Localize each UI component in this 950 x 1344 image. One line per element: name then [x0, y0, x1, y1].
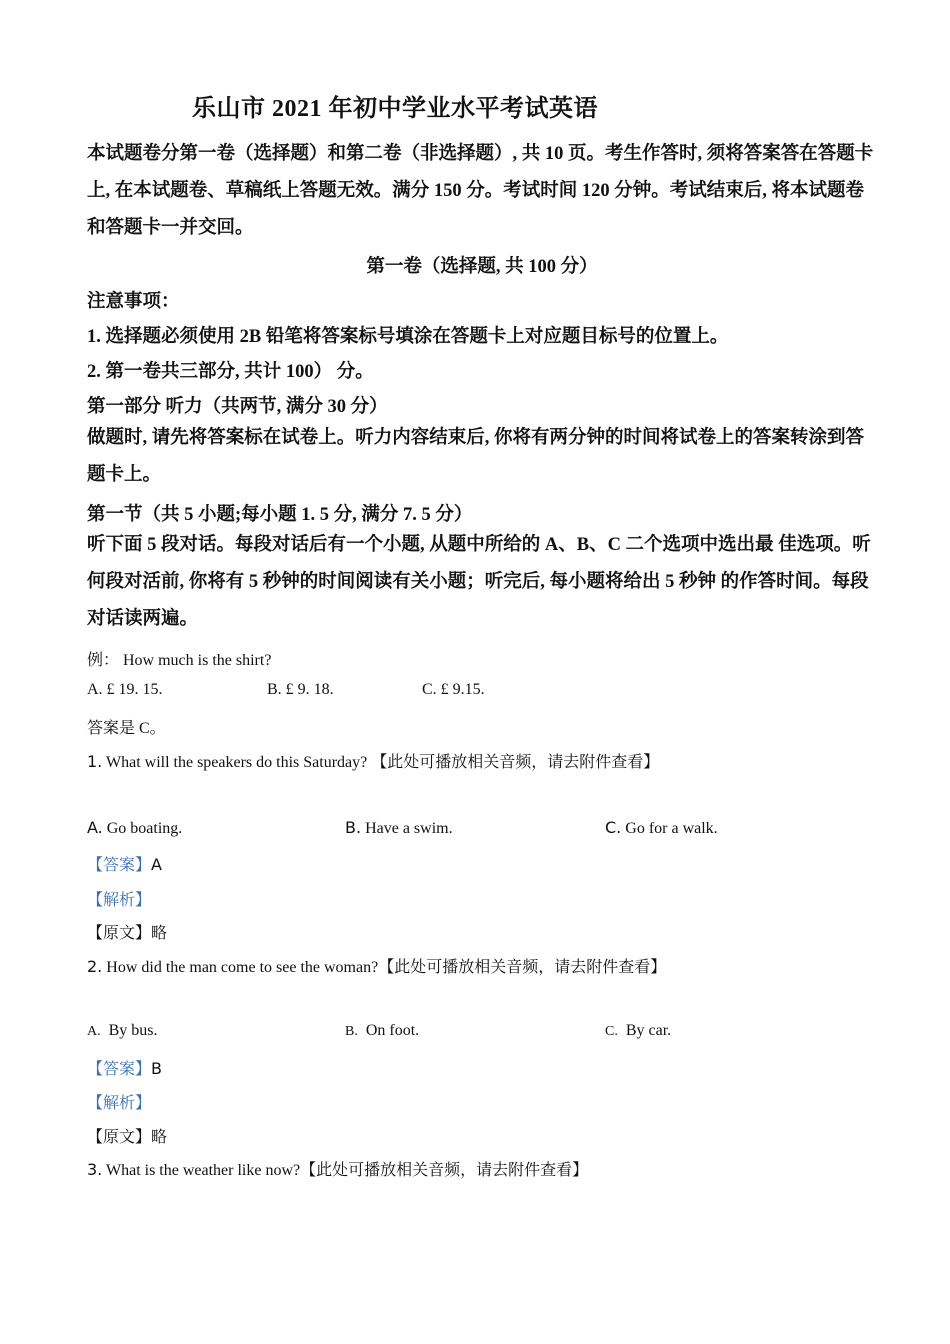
- question-text: How did the man come to see the woman?【此处可播放相关音频，请去附件查看】: [106, 959, 667, 976]
- q1-option-c: [605, 818, 718, 838]
- question-text: What will the speakers do this Saturday? 【此处可播放相关音频，请去附件查看】: [105, 754, 660, 771]
- original-text: 略: [151, 1129, 168, 1146]
- option-text: Have a swim.: [365, 820, 453, 837]
- q1-analysis-tag: 【解析】: [87, 892, 152, 909]
- q2-answer: [87, 1056, 877, 1079]
- q2-option-c: [605, 1022, 671, 1040]
- part-1-heading: 第一部分 听力（共两节, 满分 30 分）: [87, 397, 388, 417]
- option-label: C.: [605, 1024, 618, 1039]
- q2-option-a: [87, 1022, 158, 1040]
- intro-paragraph: 本试题卷分第一卷（选择题）和第二卷（非选择题）, 共 10 页。考生作答时, 须将答案答在答题卡上, 在本试题卷、草稿纸上答题无效。满分 150 分。考试时间 120 分钟。考试结束后, 将本试题卷和答题卡一并交回。: [87, 144, 874, 238]
- example-option-c: C. £ 9.15.: [422, 681, 485, 698]
- question-3: [87, 1157, 877, 1180]
- section-heading: 第一卷（选择题, 共 100 分）: [366, 257, 598, 277]
- q2-analysis-tag: 【解析】: [87, 1095, 152, 1112]
- q2-option-b: [345, 1022, 419, 1040]
- original-text: 略: [151, 925, 168, 942]
- note-2: 2. 第一卷共三部分, 共计 100） 分。: [87, 362, 374, 382]
- answer-value: A: [151, 855, 162, 874]
- question-2: [87, 954, 877, 977]
- option-text: Go for a walk.: [625, 820, 718, 837]
- option-label: A.: [87, 1024, 101, 1039]
- question-number: 1.: [87, 752, 103, 771]
- option-label: C.: [605, 818, 622, 837]
- question-number: 2.: [87, 957, 103, 976]
- original-tag: 【原文】: [87, 1129, 152, 1146]
- option-text: By bus.: [108, 1022, 158, 1039]
- exam-title: 乐山市 2021 年初中学业水平考试英语: [192, 96, 598, 122]
- note-1: 1. 选择题必须使用 2B 铅笔将答案标号填涂在答题卡上对应题目标号的位置上。: [87, 327, 729, 347]
- option-label: B.: [345, 1024, 358, 1039]
- answer-tag: 【答案】: [87, 1061, 152, 1078]
- option-text: Go boating.: [106, 820, 183, 837]
- option-label: A.: [87, 818, 103, 837]
- example-option-a: A. £ 19. 15.: [87, 681, 163, 698]
- example-question: 例： How much is the shirt?: [87, 652, 272, 669]
- answer-tag: 【答案】: [87, 857, 152, 874]
- original-tag: 【原文】: [87, 925, 152, 942]
- option-text: By car.: [625, 1022, 672, 1039]
- part-1-instructions: 做题时, 请先将答案标在试卷上。听力内容结束后, 你将有两分钟的时间将试卷上的答案转涂到答题卡上。: [87, 428, 865, 485]
- q2-original: [87, 1124, 877, 1147]
- q1-original: [87, 920, 877, 943]
- section-1-instructions: 听下面 5 段对话。每段对话后有一个小题, 从题中所给的 A、B、C 二个选项中选出最 佳选项。听何段对活前, 你将有 5 秒钟的时间阅读有关小题；听完后, 每小题将给出 5 秒钟 的作答时间。每段对话读两遍。: [87, 535, 871, 629]
- answer-value: B: [151, 1059, 162, 1078]
- question-text: What is the weather like now?【此处可播放相关音频，请去附件查看】: [105, 1162, 589, 1179]
- example-answer: 答案是 C。: [87, 720, 166, 737]
- question-1: [87, 749, 877, 772]
- notes-heading: 注意事项：: [87, 292, 180, 312]
- q1-answer: [87, 852, 877, 875]
- example-option-b: B. £ 9. 18.: [267, 681, 334, 698]
- section-1-heading: 第一节（共 5 小题;每小题 1. 5 分, 满分 7. 5 分）: [87, 505, 473, 525]
- option-label: B.: [345, 818, 362, 837]
- q1-option-a: [87, 818, 182, 838]
- q1-option-b: [345, 818, 453, 838]
- question-number: 3.: [87, 1160, 103, 1179]
- option-text: On foot.: [365, 1022, 420, 1039]
